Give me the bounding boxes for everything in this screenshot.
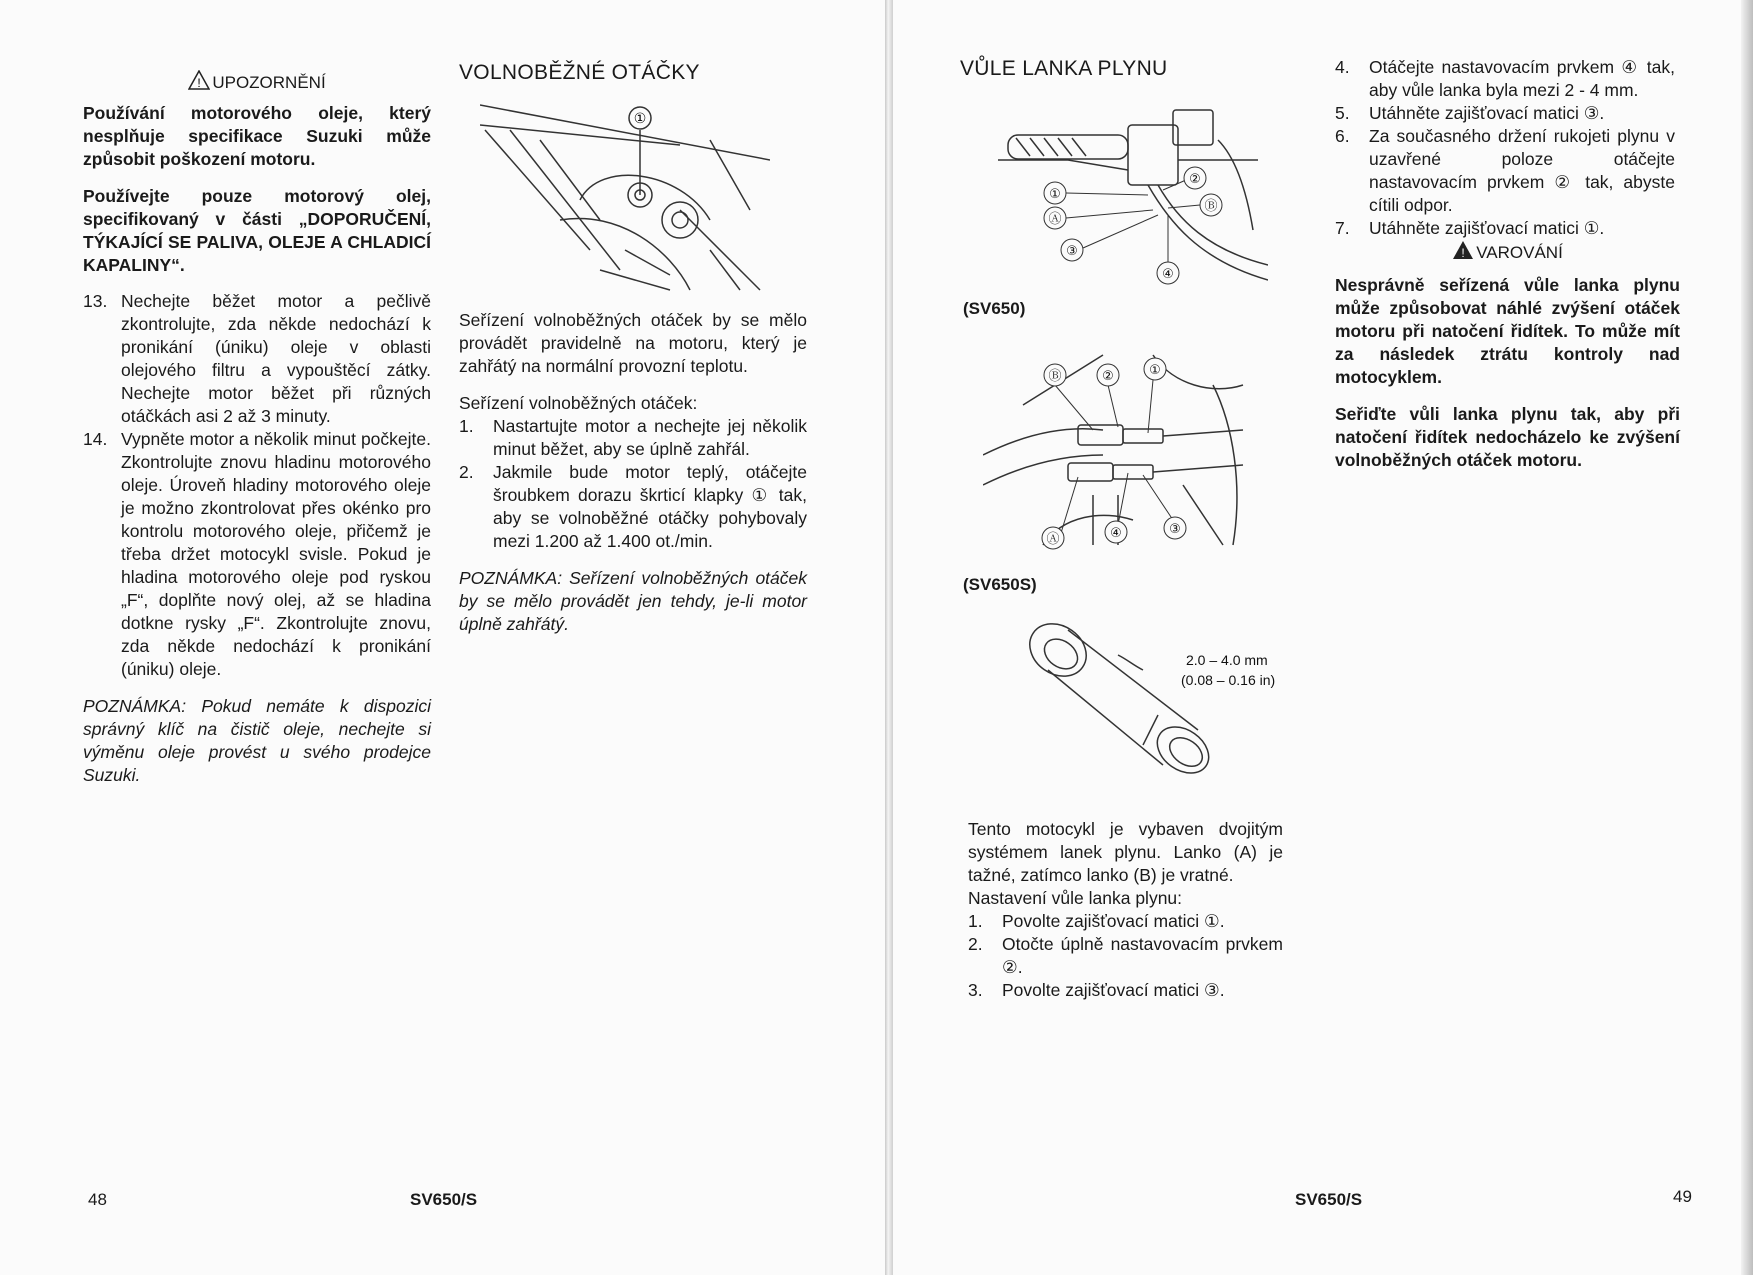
list-item: 2. Otočte úplně nastavovacím prvkem ②. (968, 934, 1283, 977)
label-2: ② (1102, 369, 1114, 384)
sv650-throttle-diagram (968, 100, 1268, 290)
warning-block (83, 70, 431, 277)
idle-intro: Seřízení volnoběžných otáček: (459, 393, 698, 413)
varovani-title: VAROVÁNÍ (1476, 243, 1563, 262)
varovani-block (1335, 240, 1680, 472)
sv650s-figure (983, 345, 1273, 555)
label-1: ① (1049, 187, 1061, 202)
warning-heading (83, 70, 431, 96)
list-item: 5. Utáhněte zajišťovací matici ③. (1335, 103, 1605, 123)
list-item: 7. Utáhněte zajišťovací matici ①. (1335, 218, 1605, 238)
warning-triangle-icon (188, 70, 210, 96)
idle-note: POZNÁMKA: Seřízení volnoběžných otáček by se mělo provádět jen tehdy, je-li motor úplně zahřátý. (459, 568, 807, 634)
throttle-steps-2 (1335, 56, 1675, 240)
warning-text-1: Používání motorového oleje, který nesplňuje specifikace Suzuki může způsobit poškození motoru. (83, 103, 431, 169)
label-a: Ⓐ (1046, 532, 1060, 547)
idle-screw-figure (480, 100, 770, 300)
sv650s-throttle-diagram (983, 345, 1273, 555)
page-number: 48 (88, 1190, 107, 1209)
page-edge (1741, 0, 1753, 1275)
idle-section (459, 61, 807, 84)
dim-mm: 2.0 – 4.0 mm (1186, 652, 1268, 668)
idle-body (459, 309, 807, 636)
sv650s-caption: (SV650S) (963, 575, 1037, 594)
dim-in: (0.08 – 0.16 in) (1181, 672, 1276, 688)
label-4: ④ (1110, 526, 1122, 541)
model-footer: SV650/S (1295, 1190, 1363, 1209)
page-49 (893, 0, 1753, 1275)
label-3: ③ (1066, 244, 1078, 259)
throttle-paragraph: Tento motocykl je vybaven dvojitým systémem lanek plynu. Lanko (A) je tažné, zatímco lanko (B) je vratné. (968, 819, 1283, 885)
label-2: ② (1189, 172, 1201, 187)
warning-triangle-icon (1452, 240, 1474, 266)
label-a: Ⓐ (1048, 212, 1062, 227)
throttle-body (968, 818, 1283, 1002)
throttle-heading-wrap (960, 57, 1280, 80)
list-item: 14. Vypněte motor a několik minut počkejte. Zkontrolujte znovu hladinu motorového oleje. Úroveň hladiny motorového oleje je možno zkontrolovat přes okénko pro kontrolu motorového oleje, přičemž je třeba držet motocykl svisle. Pokud je hladina motorového oleje pod ryskou „F“, doplňte nový olej, až se hladina dotkne rysky „F“. Zkontrolujte znovu, zda někde nedochází k pronikání (úniku) oleje. (83, 429, 431, 679)
binding-gutter (885, 0, 893, 1275)
model-footer: SV650/S (410, 1190, 478, 1209)
label-1: ① (1149, 363, 1161, 378)
warning-title: UPOZORNĚNÍ (212, 73, 326, 92)
label-3: ③ (1169, 522, 1181, 537)
fig-label: ① (633, 111, 647, 127)
idle-screw-diagram (480, 100, 770, 300)
varovani-text-2: Seřiďte vůli lanka plynu tak, aby při natočení řidítek nedocházelo ke zvýšení volnoběžných otáček motoru. (1335, 404, 1680, 470)
idle-paragraph: Seřízení volnoběžných otáček by se mělo provádět pravidelně na motoru, který je zahřátý na normální provozní teplotu. (459, 310, 807, 376)
svg-text:!: ! (1461, 246, 1465, 260)
oil-steps (83, 290, 431, 681)
throttle-grip-diagram (1023, 610, 1283, 795)
list-item: 1. Nastartujte motor a nechejte jej několik minut běžet, aby se úplně zahřál. (459, 416, 807, 459)
varovani-heading (1335, 240, 1680, 266)
label-4: ④ (1162, 267, 1174, 282)
list-item: 6. Za současného držení rukojeti plynu v uzavřené poloze otáčejte nastavovacím prvkem ② tak, abyste cítili odpor. (1335, 126, 1675, 215)
list-item: 1. Povolte zajišťovací matici ①. (968, 911, 1225, 931)
list-item: 2. Jakmile bude motor teplý, otáčejte šroubkem dorazu škrticí klapky ① tak, aby se volnoběžné otáčky pohybovaly mezi 1.200 až 1.400 ot./min. (459, 462, 807, 551)
sv650-figure (968, 100, 1268, 290)
warning-text-2: Používejte pouze motorový olej, specifikovaný v části „DOPORUČENÍ, TÝKAJÍCÍ SE PALIVA, OLEJE A CHLADICÍ KAPALINY“. (83, 186, 431, 275)
page-number: 49 (1673, 1187, 1692, 1206)
list-item: 13. Nechejte běžet motor a pečlivě zkontrolujte, zda někde nedochází k pronikání (úniku) oleje v oblasti olejového filtru a vypouštěcí zátky. Nechejte motor běžet při různých otáčkách asi 2 až 3 minuty. (83, 291, 431, 426)
throttle-intro: Nastavení vůle lanka plynu: (968, 888, 1183, 908)
label-b: Ⓑ (1048, 369, 1062, 384)
sv650-caption: (SV650) (963, 299, 1026, 318)
throttle-heading: VŮLE LANKA PLYNU (960, 57, 1168, 80)
list-item: 3. Povolte zajišťovací matici ③. (968, 980, 1225, 1000)
label-b: Ⓑ (1204, 199, 1218, 214)
oil-note: POZNÁMKA: Pokud nemáte k dispozici správný klíč na čistič oleje, nechejte si výměnu oleje provést u svého prodejce Suzuki. (83, 696, 431, 785)
idle-heading: VOLNOBĚŽNÉ OTÁČKY (459, 61, 700, 84)
svg-text:!: ! (197, 76, 201, 90)
varovani-text-1: Nesprávně seřízená vůle lanka plynu může způsobovat náhlé zvýšení otáček motoru při natočení řidítek. To může mít za následek ztrátu kontroly nad motocyklem. (1335, 275, 1680, 387)
grip-figure (1023, 610, 1283, 795)
list-item: 4. Otáčejte nastavovacím prvkem ④ tak, aby vůle lanka byla mezi 2 - 4 mm. (1335, 57, 1675, 100)
